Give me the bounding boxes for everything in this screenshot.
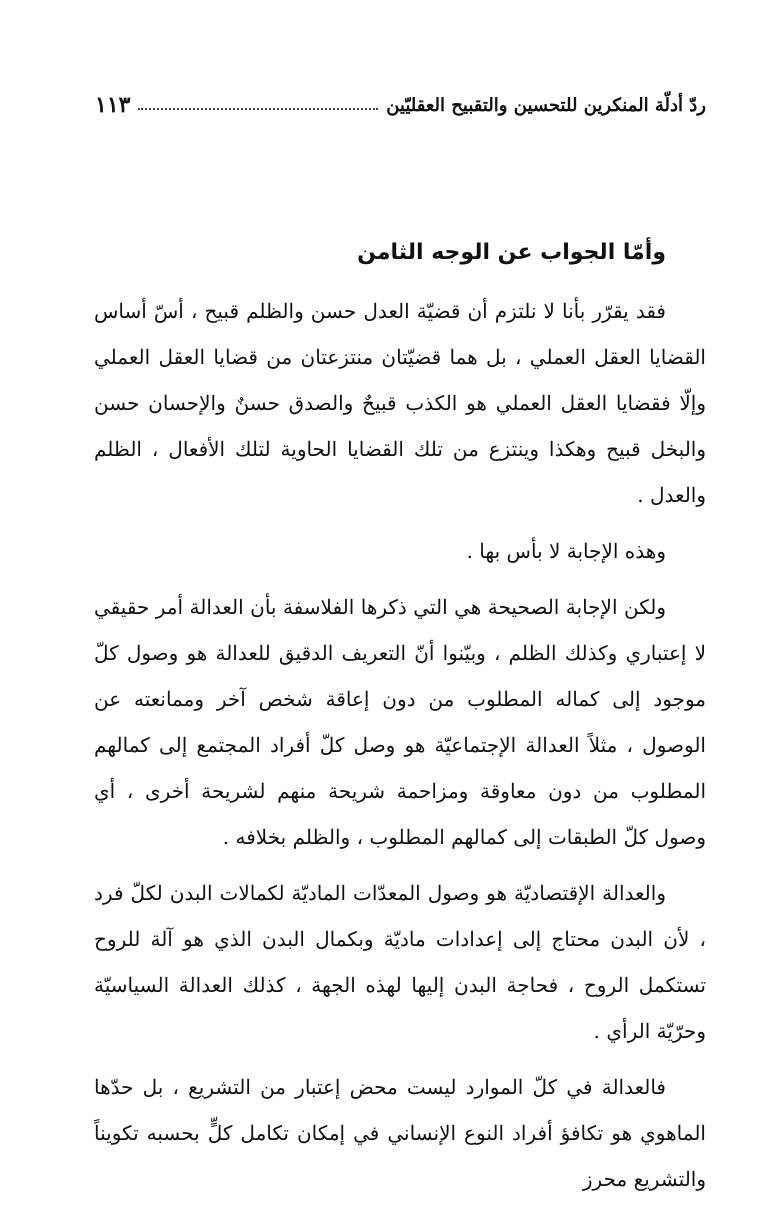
page-header [95,88,706,122]
section-title: وأمّا الجواب عن الوجه الثامن [357,240,666,265]
page-body [94,228,706,1212]
paragraph-5: فالعدالة في كلّ الموارد ليست محض إعتبار من التشريع ، بل حدّها الماهوي هو تكافؤ أفراد النوع الإنساني في إمكان تكامل كلٍّ بحسبه تكويناً والتشريع محرز [94,1075,706,1191]
paragraph-4: والعدالة الإقتصاديّة هو وصول المعدّات الماديّة لكمالات البدن لكلّ فرد ، لأن البدن محتاج إلى إعدادات ماديّة وبكمال البدن الذي هو آلة للروح تستكمل الروح ، فحاجة البدن إليها لهذه الجهة ، كذلك العدالة السياسيّة وحرّيّة الرأي . [94,881,706,1043]
paragraph-3: ولكن الإجابة الصحيحة هي التي ذكرها الفلاسفة بأن العدالة أمر حقيقي لا إعتباري وكذلك الظلم ، وبيّنوا أنّ التعريف الدقيق للعدالة هو وصول كلّ موجود إلى كماله المطلوب من دون إعاقة شخص آخر وممانعته عن الوصول ، مثلاً العدالة الإجتماعيّة هو وصل كلّ أفراد المجتمع إلى كمالهم المطلوب من دون معاوقة ومزاحمة شريحة منهم لشريحة أخرى ، أي وصول كلّ الطبقات إلى كمالهم المطلوب ، والظلم بخلافه . [94,595,706,849]
page-number: ١١٣ [95,92,131,118]
running-head: ردّ أدلّة المنكرين للتحسين والتقبيح العقليّين [386,94,706,116]
paragraph-2: وهذه الإجابة لا بأس بها . [466,539,666,563]
dotted-leader [138,108,378,110]
paragraph-1: فقد يقرّر بأنا لا نلتزم أن قضيّة العدل حسن والظلم قبيح ، أسّ أساس القضايا العقل العملي ، بل هما قضيّتان منتزعتان من قضايا العقل العملي وإلّا فقضايا العقل العملي هو الكذب قبيحٌ والصدق حسنٌ والإحسان حسن والبخل قبيح وهكذا وينتزع من تلك القضايا الحاوية لتلك الأفعال ، الظلم والعدل . [94,299,706,507]
